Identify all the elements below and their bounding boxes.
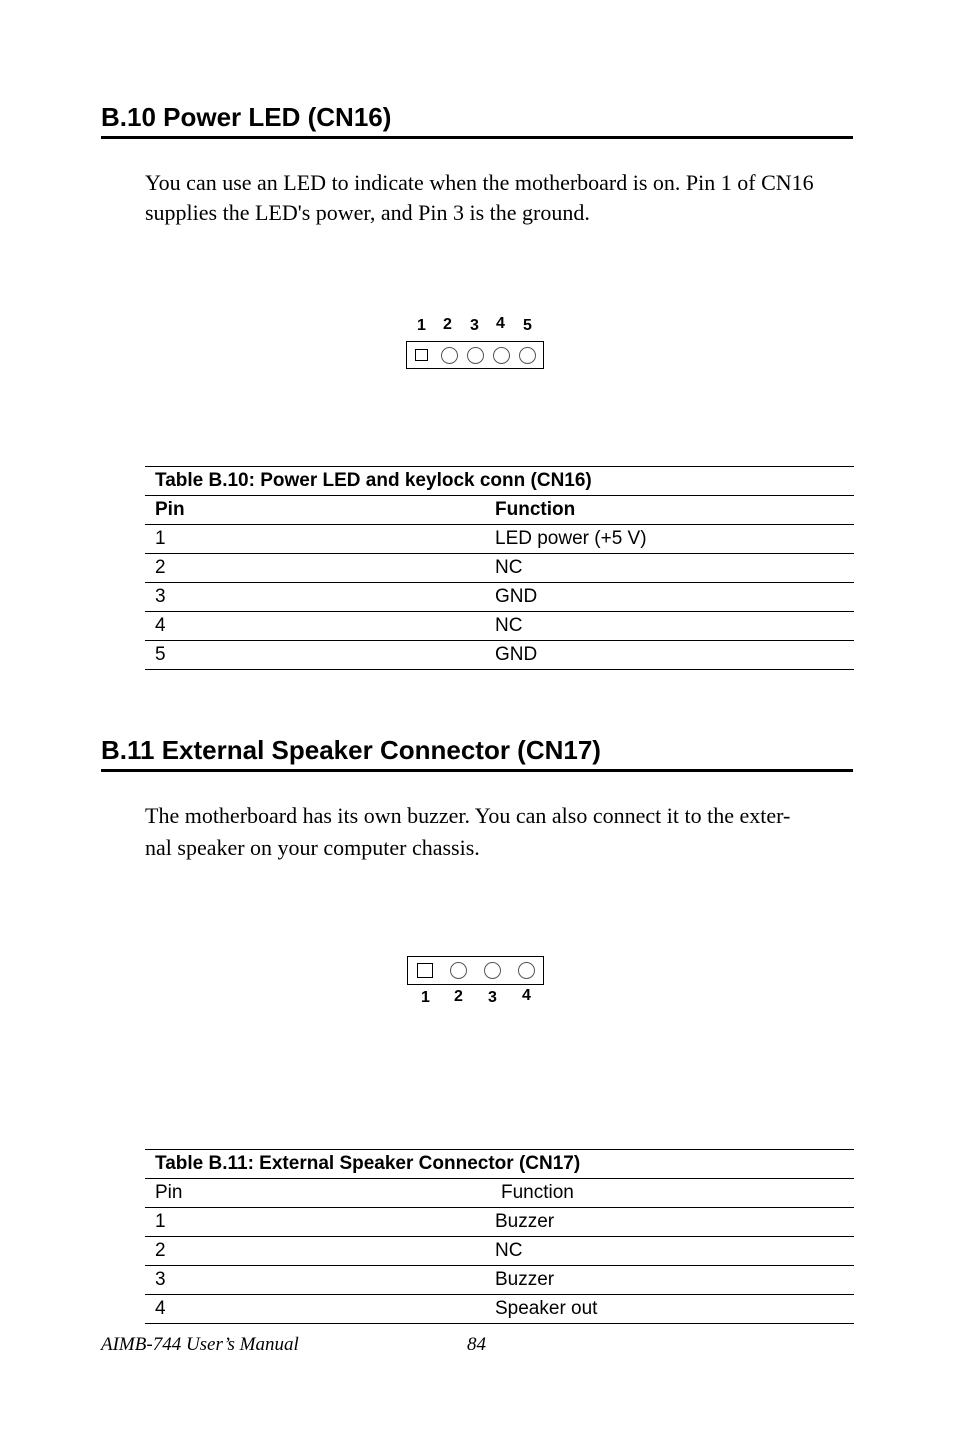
table-caption: Table B.11: External Speaker Connector (CN17) (145, 1150, 854, 1179)
paragraph-line: nal speaker on your computer chassis. (145, 835, 480, 860)
function-cell: Buzzer (485, 1266, 854, 1295)
table-row (145, 525, 854, 554)
pin-cell: 5 (145, 641, 485, 670)
pin-number-label: 1 (417, 317, 426, 334)
table-row (145, 1237, 854, 1266)
table-caption: Table B.10: Power LED and keylock conn (CN16) (145, 467, 854, 496)
section-paragraph-b10: You can use an LED to indicate when the motherboard is on. Pin 1 of CN16 supplies the LED's power, and Pin 3 is the ground. (145, 170, 814, 225)
round-pin-icon (467, 347, 484, 364)
table-caption-row (145, 1150, 854, 1179)
function-cell: LED power (+5 V) (485, 525, 854, 554)
function-cell: NC (485, 612, 854, 641)
pin-number-label: 4 (522, 987, 531, 1004)
section-heading-b11: B.11 External Speaker Connector (CN17) (101, 735, 853, 772)
table-header-row (145, 1179, 854, 1208)
pin-cell: 3 (145, 1266, 485, 1295)
table-row (145, 641, 854, 670)
function-cell: Buzzer (485, 1208, 854, 1237)
table-header-row (145, 496, 854, 525)
function-cell: GND (485, 583, 854, 612)
round-pin-icon (519, 347, 536, 364)
function-cell: NC (485, 1237, 854, 1266)
footer-page-number: 84 (467, 1334, 486, 1355)
table-b10 (145, 466, 854, 670)
round-pin-icon (493, 347, 510, 364)
pin-cell: 2 (145, 554, 485, 583)
round-pin-icon (441, 347, 458, 364)
column-header-function: Function (485, 496, 854, 525)
pin-number-label: 1 (421, 989, 430, 1006)
function-cell: Speaker out (485, 1295, 854, 1324)
cn17-connector-diagram (406, 955, 546, 1015)
pin-cell: 1 (145, 1208, 485, 1237)
footer-manual-title: AIMB-744 User’s Manual (101, 1334, 299, 1355)
pin-number-label: 2 (454, 988, 463, 1005)
column-header-pin: Pin (145, 496, 485, 525)
pin-number-label: 3 (488, 989, 497, 1006)
function-cell: NC (485, 554, 854, 583)
pin-cell: 4 (145, 1295, 485, 1324)
table-row (145, 1266, 854, 1295)
pin-cell: 4 (145, 612, 485, 641)
table-row (145, 1208, 854, 1237)
table-row (145, 612, 854, 641)
function-cell: GND (485, 641, 854, 670)
section-paragraph-b11 (145, 801, 853, 865)
pin-number-label: 3 (470, 317, 479, 334)
round-pin-icon (518, 962, 535, 979)
pin-cell: 1 (145, 525, 485, 554)
round-pin-icon (484, 962, 501, 979)
round-pin-icon (450, 962, 467, 979)
pin-number-label: 5 (523, 317, 532, 334)
section-heading-b10: B.10 Power LED (CN16) (101, 102, 853, 139)
column-header-pin: Pin (145, 1179, 485, 1208)
table-row (145, 583, 854, 612)
table-row (145, 1295, 854, 1324)
cn16-connector-diagram (405, 312, 545, 372)
table-caption-row (145, 467, 854, 496)
table-b11 (145, 1149, 854, 1324)
paragraph-line: The motherboard has its own buzzer. You can also connect it to the exter- (145, 803, 791, 828)
square-pin-icon (417, 963, 433, 978)
table-row (145, 554, 854, 583)
connector-housing (407, 956, 544, 985)
pin-cell: 2 (145, 1237, 485, 1266)
pin-cell: 3 (145, 583, 485, 612)
square-pin-icon (415, 349, 428, 361)
pin-number-label: 4 (496, 315, 505, 332)
column-header-function: Function (485, 1179, 854, 1208)
pin-number-label: 2 (443, 316, 452, 333)
connector-housing (406, 341, 544, 369)
